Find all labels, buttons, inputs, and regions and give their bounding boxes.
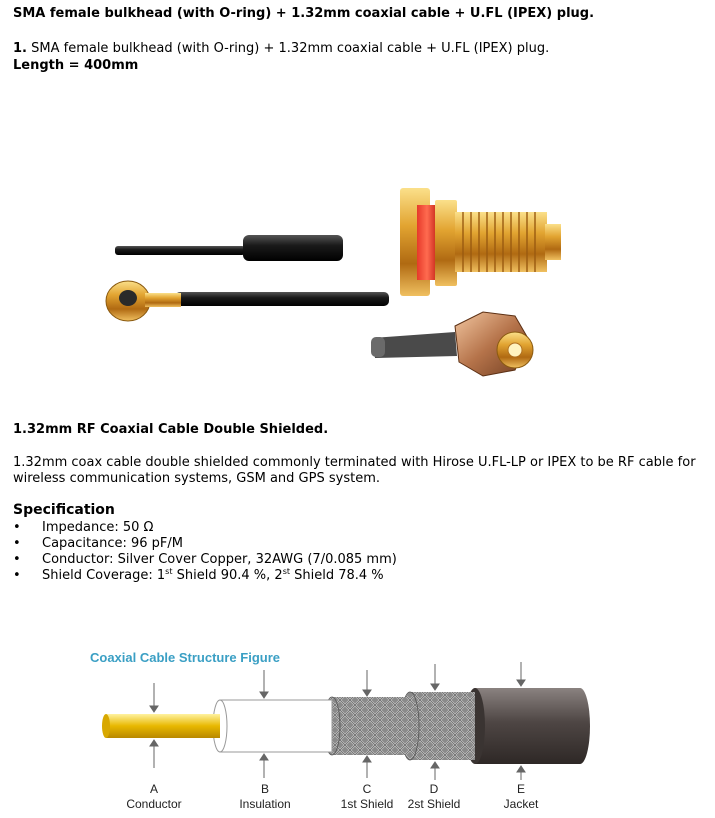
item-1-text: SMA female bulkhead (with O-ring) + 1.32mm coaxial cable + U.FL (IPEX) plug. bbox=[31, 41, 550, 56]
spec-shield-coverage bbox=[13, 568, 397, 584]
figure-title: Coaxial Cable Structure Figure bbox=[90, 650, 280, 665]
conductor-edge bbox=[102, 714, 110, 738]
label-c-letter: C bbox=[362, 782, 372, 796]
small-sma-pin bbox=[508, 343, 522, 357]
spec-conductor: • Conductor: Silver Cover Copper, 32AWG (7/0.085 mm) bbox=[13, 552, 397, 568]
label-e-name: Jacket bbox=[503, 797, 539, 811]
first-shield-layer bbox=[332, 697, 410, 755]
label-b-letter: B bbox=[260, 782, 269, 796]
label-e-letter: E bbox=[516, 782, 525, 796]
label-a-letter: A bbox=[149, 782, 158, 796]
upper-cable-sleeve bbox=[243, 235, 343, 261]
section-title: 1.32mm RF Coaxial Cable Double Shielded. bbox=[13, 422, 329, 437]
spec-shield-mid: Shield 90.4 %, 2 bbox=[172, 568, 283, 583]
ufl-plug-center bbox=[119, 290, 137, 306]
small-cable-sleeve bbox=[373, 332, 457, 358]
upper-cable bbox=[115, 246, 245, 255]
sma-tip bbox=[545, 224, 561, 260]
spec-capacitance: • Capacitance: 96 pF/M bbox=[13, 536, 397, 552]
section-description: 1.32mm coax cable double shielded commonly terminated with Hirose U.FL-LP or IPEX to be RF cable for wireless communication systems, GSM and GPS system. bbox=[13, 455, 696, 486]
label-b-name: Insulation bbox=[239, 797, 291, 811]
jacket-layer bbox=[475, 688, 590, 764]
label-c-name: 1st Shield bbox=[340, 797, 394, 811]
second-shield-layer bbox=[410, 692, 475, 760]
spec-impedance: • Impedance: 50 Ω bbox=[13, 520, 397, 536]
sma-thread bbox=[455, 212, 547, 272]
item-1-number: 1. bbox=[13, 41, 27, 56]
spec-shield-suffix: Shield 78.4 % bbox=[290, 568, 384, 583]
sma-o-ring bbox=[417, 205, 437, 280]
page-title: SMA female bulkhead (with O-ring) + 1.32mm coaxial cable + U.FL (IPEX) plug. bbox=[13, 6, 595, 21]
spec-heading: Specification bbox=[13, 502, 115, 518]
product-photo bbox=[95, 180, 565, 400]
spec-shield-prefix: Shield Coverage: 1 bbox=[42, 568, 166, 583]
item-1-description bbox=[13, 41, 549, 56]
label-a-name: Conductor bbox=[126, 797, 182, 811]
ufl-plug-tab bbox=[145, 293, 181, 307]
spec-shield-sup1: st bbox=[165, 567, 173, 576]
small-cable-end bbox=[371, 337, 385, 357]
label-d-letter: D bbox=[429, 782, 439, 796]
spec-shield-sup2: st bbox=[282, 567, 290, 576]
spec-list bbox=[13, 520, 397, 584]
sma-washer bbox=[435, 200, 457, 286]
insulation-layer bbox=[220, 700, 332, 752]
item-1-length: Length = 400mm bbox=[13, 58, 139, 73]
label-d-name: 2st Shield bbox=[407, 797, 461, 811]
conductor-layer bbox=[106, 714, 220, 738]
lower-cable bbox=[175, 292, 389, 306]
